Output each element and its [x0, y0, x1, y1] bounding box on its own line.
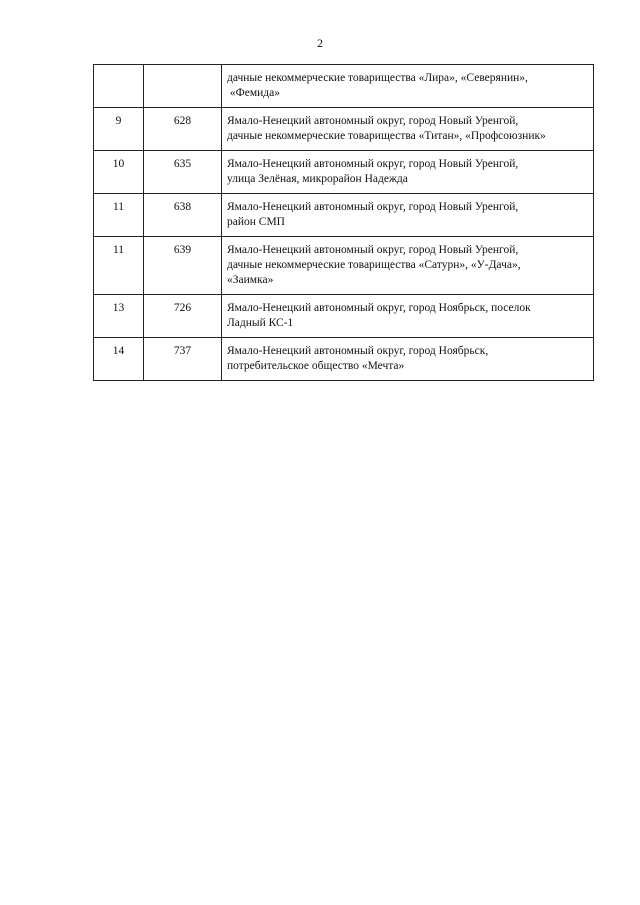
row-address	[227, 237, 589, 294]
address-line: «Фемида»	[227, 87, 280, 99]
row-number-cell	[94, 108, 144, 151]
row-address	[227, 338, 589, 380]
row-address-cell	[222, 65, 594, 108]
row-code: 737	[173, 345, 192, 357]
row-address-cell	[222, 108, 594, 151]
row-code	[144, 65, 221, 77]
row-address	[227, 151, 589, 193]
address-line: Ямало-Ненецкий автономный округ, город Новый Уренгой,	[227, 201, 519, 213]
address-line: район СМП	[227, 216, 285, 228]
row-address-cell	[222, 295, 594, 338]
row-address-cell	[222, 338, 594, 381]
row-code: 628	[173, 115, 192, 127]
row-address	[227, 65, 589, 107]
row-code-cell	[144, 237, 222, 295]
row-number: 11	[112, 201, 125, 213]
address-line: «Заимка»	[227, 274, 274, 286]
table-row	[94, 108, 594, 151]
row-address-cell	[222, 151, 594, 194]
address-line: Ямало-Ненецкий автономный округ, город Новый Уренгой,	[227, 158, 519, 170]
row-address-cell	[222, 194, 594, 237]
row-number-cell	[94, 295, 144, 338]
row-code-cell	[144, 295, 222, 338]
row-number-cell	[94, 338, 144, 381]
row-number: 13	[112, 302, 125, 314]
row-code-cell	[144, 65, 222, 108]
address-line: Ямало-Ненецкий автономный округ, город Ноябрьск, поселок	[227, 302, 531, 314]
page-number: 2	[317, 36, 323, 50]
row-address	[227, 295, 589, 337]
table-row	[94, 295, 594, 338]
row-code: 635	[173, 158, 192, 170]
row-code-cell	[144, 338, 222, 381]
table-row	[94, 151, 594, 194]
row-number-cell	[94, 194, 144, 237]
address-line: потребительское общество «Мечта»	[227, 360, 405, 372]
table-row	[94, 65, 594, 108]
row-code: 639	[173, 244, 192, 256]
row-number: 10	[112, 158, 125, 170]
address-line: дачные некоммерческие товарищества «Лира», «Северянин»,	[227, 72, 528, 84]
address-line: Ямало-Ненецкий автономный округ, город Новый Уренгой,	[227, 244, 519, 256]
table-row	[94, 338, 594, 381]
row-number-cell	[94, 151, 144, 194]
row-number: 11	[112, 244, 125, 256]
table-row	[94, 194, 594, 237]
row-code-cell	[144, 151, 222, 194]
row-address	[227, 108, 589, 150]
table-row	[94, 237, 594, 295]
address-line: Ладный КС-1	[227, 317, 294, 329]
row-number: 14	[112, 345, 125, 357]
row-code: 638	[173, 201, 192, 213]
row-number-cell	[94, 65, 144, 108]
row-code: 726	[173, 302, 192, 314]
row-address-cell	[222, 237, 594, 295]
address-line: дачные некоммерческие товарищества «Титан», «Профсоюзник»	[227, 130, 546, 142]
row-number-cell	[94, 237, 144, 295]
row-code-cell	[144, 194, 222, 237]
row-address	[227, 194, 589, 236]
row-code-cell	[144, 108, 222, 151]
address-line: Ямало-Ненецкий автономный округ, город Ноябрьск,	[227, 345, 489, 357]
address-line: дачные некоммерческие товарищества «Сатурн», «У-Дача»,	[227, 259, 521, 271]
address-line: Ямало-Ненецкий автономный округ, город Новый Уренгой,	[227, 115, 519, 127]
row-number: 9	[115, 115, 122, 127]
settlements-table	[93, 64, 594, 381]
address-line: улица Зелёная, микрорайон Надежда	[227, 173, 408, 185]
row-number	[94, 65, 143, 77]
